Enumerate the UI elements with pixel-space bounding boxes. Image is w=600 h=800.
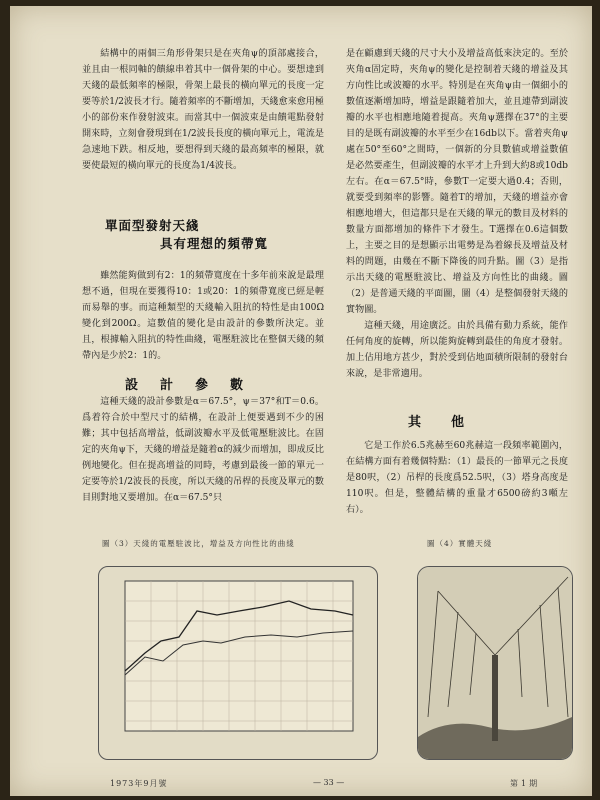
figure4-caption: 圖（4）實體天綫 bbox=[427, 539, 493, 548]
design-paragraph: 這種天綫的設計參數是α＝67.5°，ψ＝37°和T＝0.6。爲着符合於中型尺寸的結構，在設計上便要遇到不少的困難；其中包括高增益，低副波瓣水平及低電壓駐波比。在固定的夾角ψ下，天綫的增益是隨着α的減少而增加，即成反比例地變化。但在提高增益的同時，考慮到最後一節的單元一定要等於1/2波長的長度，所以天綫的吊桿的長度及單元的數目則對地又要增加。在α＝67.5°只 bbox=[82, 397, 324, 503]
design-column bbox=[82, 394, 324, 506]
right-column bbox=[346, 46, 568, 382]
other-paragraph: 它是工作於6.5兆赫至60兆赫這一段頻率範圍內，在結構方面有着幾個特點：（1）最長的一節單元之長度是80呎，（2）吊桿的長度爲52.5呎，（3）塔身高度是110呎。但是，整體結構的重量才6500磅約3噸左右）。 bbox=[346, 441, 568, 515]
page bbox=[10, 6, 592, 796]
vswr-gain-chart-graphic bbox=[99, 567, 377, 759]
antenna-photo-graphic bbox=[418, 567, 572, 759]
footer-issue: 第1期 bbox=[510, 779, 541, 788]
section-heading-other: 其他 bbox=[408, 415, 495, 430]
left-column bbox=[82, 46, 324, 174]
footer-date: 1973年9月號 bbox=[110, 779, 168, 788]
section-heading-design: 設計參數 bbox=[125, 378, 266, 393]
figure3-caption: 圖（3）天綫的電壓駐波比，增益及方向性比的曲綫 bbox=[102, 539, 295, 548]
chart-plot-area bbox=[125, 581, 353, 731]
section-heading-antenna: 單面型發射天綫 bbox=[105, 218, 200, 233]
intro-paragraph: 結構中的兩個三角形骨架只是在夾角ψ的頂部處接合，並且由一根同軸的饋線串着其中一個骨架的中心。要想達到天綫的最低頻率的極限，骨架上最長的橫向單元的長度一定要等於1/2波長才行。隨着頻率的不斷增加，天綫愈來愈用極小的部份來作發射波束。而當其中一個波束是由饋電點發射開來時，立刻會發現到在1/2波長長度的橫向單元上，電流是急速地下跌。相反地，要想得到天綫的最高頻率的極限，就要使最短的橫向單元的長度為1/4波長。 bbox=[82, 49, 324, 171]
section-subheading-bandwidth: 具有理想的頻帶寬 bbox=[160, 236, 269, 251]
bandwidth-column bbox=[82, 268, 324, 364]
footer-page-number: — 33 — bbox=[313, 778, 345, 787]
figure3-chart-photo bbox=[98, 566, 378, 760]
rotation-paragraph: 這種天綫，用途廣泛。由於具備有動力系統，能作任何角度的旋轉，所以能夠旋轉到最佳的角度才發射。加上佔用地方甚少，對於受到佔地面積所限制的發射台來說，是非常適用。 bbox=[346, 321, 568, 379]
photo-tower bbox=[492, 655, 498, 741]
bandwidth-paragraph: 雖然能夠做到有2：1的頻帶寬度在十多年前來說是最理想不過，但現在要獲得10：1或20：1的頻帶寬度已經是輕而易舉的事。而這種類型的天綫輸入阻抗的特性是由100Ω變化到200Ω。這數值的變化是由設計的參數所決定。並且，根據輸入阻抗的特性曲綫，電壓駐波比在整個天綫的頻帶內是少於2：1的。 bbox=[82, 271, 324, 361]
continuation-paragraph: 是在顧慮到天綫的尺寸大小及增益高低來決定的。至於夾角α固定時，夾角ψ的變化是控制着天綫的增益及其方向性比或波瓣的水平。特別是在夾角ψ由一個細小的數值逐漸增加時，增益是跟隨着加大，並且連帶到副波瓣的水平也相應地隨着提高。夾角ψ選擇在37°的主要目的是既有副波瓣的水平至少在16db以下。當着夾角ψ處在50°至60°之間時，一個新的分貝數値或增益數値是必然要產生，但副波瓣的水平才上升到大約8或10db左右。在α＝67.5°時，參數T一定要大過0.4；否則，就要受到頻率的影響。隨着T的增加，天綫的增益亦會相應地增大，但這都只是在天綫的單元的數目及材料的數量方面都增加的條件下才發生。T選擇在0.6這個數上，主要之目的是想顯示出電勢是為着線長及增益及材料的問題，由幾在不斷下降後的同升點。圖（3）是指示出天綫的電壓駐波比、增益及方向性比的曲綫。圖（2）是普通天綫的平面圖，圖（4）是整個發射天綫的實物圖。 bbox=[346, 49, 568, 315]
figure4-antenna-photo bbox=[417, 566, 573, 760]
other-column bbox=[346, 438, 568, 518]
